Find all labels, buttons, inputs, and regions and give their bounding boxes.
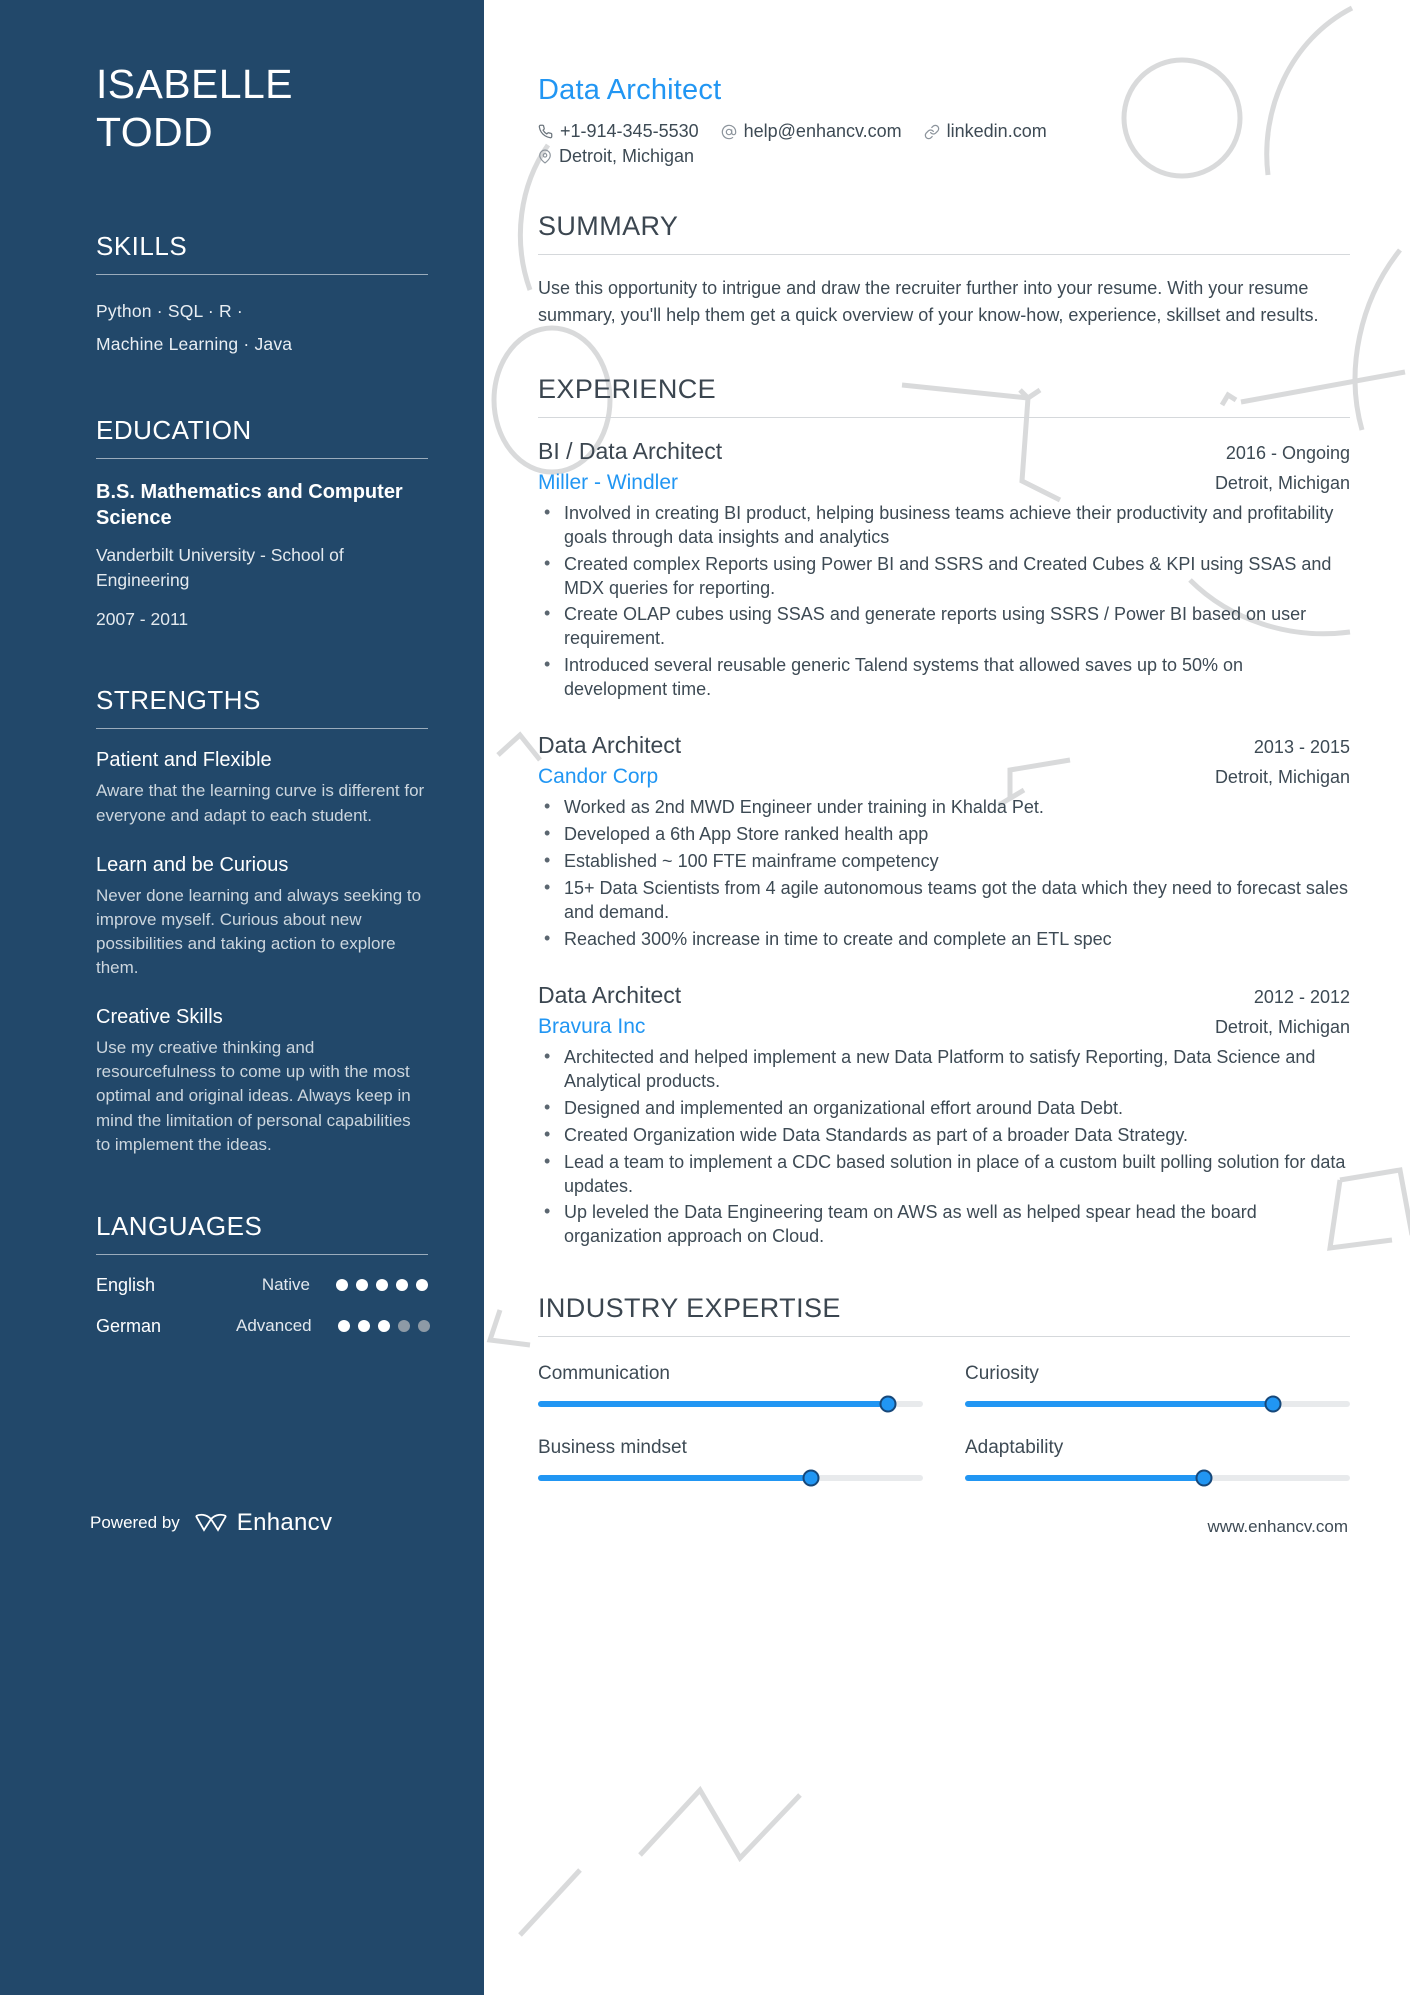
rating-dot: [338, 1320, 350, 1332]
website-text: linkedin.com: [946, 121, 1047, 141]
strengths-divider: [96, 728, 428, 729]
experience-bullet: • Create OLAP cubes using SSAS and generate reports using SSRS / Power BI based on user requirement.: [538, 603, 1350, 651]
rating-dot: [358, 1320, 370, 1332]
education-section: [96, 415, 428, 631]
language-row: [96, 1316, 428, 1337]
experience-position: BI / Data Architect: [538, 437, 723, 464]
experience-company[interactable]: Candor Corp: [538, 765, 659, 789]
slider-knob[interactable]: [1195, 1470, 1212, 1487]
expertise-section: [538, 1293, 1350, 1481]
experience-company-row: [538, 765, 1350, 789]
contact-website: [924, 121, 1047, 142]
experience-bullet: • 15+ Data Scientists from 4 agile autonomous teams got the data which they need to forecast sales and demand.: [538, 877, 1350, 925]
experience-location: Detroit, Michigan: [1214, 1016, 1350, 1037]
experience-company[interactable]: Miller - Windler: [538, 470, 679, 494]
skills-line-2: Machine Learning · Java: [96, 334, 293, 354]
experience-bullet: • Worked as 2nd MWD Engineer under training in Khalda Pet.: [538, 796, 1350, 820]
phone-icon: [538, 124, 553, 139]
strength-title: Creative Skills: [96, 1006, 223, 1029]
rating-dot: [398, 1320, 410, 1332]
slider-knob[interactable]: [1265, 1396, 1282, 1413]
resume-header: [538, 74, 1350, 167]
strength-text: Aware that the learning curve is different for everyone and adapt to each student.: [96, 781, 425, 825]
expertise-label: Business mindset: [538, 1437, 687, 1459]
experience-dates: 2013 - 2015: [1253, 737, 1350, 758]
location-text: Detroit, Michigan: [559, 146, 695, 166]
education-divider: [96, 458, 428, 459]
experience-bullet: • Up leveled the Data Engineering team on AWS as well as helped spear head the board organization approach on Cloud.: [538, 1201, 1350, 1249]
expertise-slider[interactable]: [965, 1475, 1350, 1481]
experience-bullets: [538, 502, 1350, 703]
experience-dates: 2016 - Ongoing: [1225, 442, 1350, 463]
email-text: help@enhancv.com: [743, 121, 902, 141]
education-heading: EDUCATION: [96, 415, 252, 446]
experience-company[interactable]: Bravura Inc: [538, 1014, 646, 1038]
expertise-divider: [538, 1336, 1350, 1337]
headline-job-title: Data Architect: [538, 74, 722, 106]
experience-bullet: • Introduced several reusable generic Talend systems that allowed saves up to 50% on development time.: [538, 654, 1350, 702]
slider-fill: [538, 1401, 888, 1407]
expertise-item: [965, 1431, 1350, 1481]
sidebar: [0, 0, 484, 1995]
experience-company-row: [538, 471, 1350, 495]
experience-title-row: [538, 732, 1350, 759]
skills-section: [96, 231, 428, 362]
language-name: English: [96, 1274, 156, 1295]
slider-fill: [965, 1401, 1273, 1407]
phone-text: +1-914-345-5530: [560, 121, 699, 141]
experience-bullet: • Lead a team to implement a CDC based solution in place of a custom built polling solution for data updates.: [538, 1151, 1350, 1199]
experience-bullet: • Reached 300% increase in time to create and complete an ETL spec: [538, 928, 1350, 952]
strengths-section: [96, 685, 428, 1156]
language-row: [96, 1275, 428, 1296]
language-level: Native: [261, 1275, 310, 1295]
powered-by-label: Powered by: [90, 1513, 180, 1532]
rating-dot: [336, 1279, 348, 1291]
experience-item: [538, 732, 1350, 952]
rating-dot: [418, 1320, 430, 1332]
slider-fill: [538, 1475, 811, 1481]
experience-item: [538, 982, 1350, 1250]
strength-title: Patient and Flexible: [96, 749, 272, 772]
summary-text: Use this opportunity to intrigue and draw the recruiter further into your resume. With your resume summary, you'll help them get a quick overview of your know-how, experience, skillset and results.: [538, 278, 1319, 326]
expertise-grid: [538, 1357, 1350, 1481]
education-degree: B.S. Mathematics and Computer Science: [96, 481, 403, 530]
powered-by-block: [90, 1509, 332, 1537]
experience-location: Detroit, Michigan: [1214, 472, 1350, 493]
slider-knob[interactable]: [803, 1470, 820, 1487]
enhancv-wordmark: Enhancv: [236, 1509, 333, 1536]
expertise-label: Curiosity: [965, 1363, 1039, 1385]
contact-email: [721, 121, 902, 142]
experience-title-row: [538, 438, 1350, 465]
summary-heading: SUMMARY: [538, 211, 679, 241]
link-icon: [924, 124, 940, 140]
strength-item: [96, 854, 428, 981]
experience-item: [538, 438, 1350, 703]
education-dates: 2007 - 2011: [96, 608, 189, 629]
rating-dot: [356, 1279, 368, 1291]
strength-item: [96, 1006, 428, 1157]
experience-section: [538, 374, 1350, 1250]
expertise-label: Adaptability: [965, 1437, 1064, 1459]
languages-divider: [96, 1254, 428, 1255]
summary-section: [538, 211, 1350, 330]
location-pin-icon: [538, 149, 552, 164]
strength-item: [96, 749, 428, 827]
languages-heading: LANGUAGES: [96, 1210, 263, 1241]
experience-heading: EXPERIENCE: [538, 373, 717, 404]
experience-bullet: • Created Organization wide Data Standards as part of a broader Data Strategy.: [538, 1124, 1350, 1148]
experience-bullet: • Established ~ 100 FTE mainframe competency: [538, 850, 1350, 874]
expertise-item: [965, 1357, 1350, 1407]
experience-bullet: • Designed and implemented an organizational effort around Data Debt.: [538, 1097, 1350, 1121]
enhancv-mark-icon: [194, 1512, 228, 1534]
rating-dot: [378, 1320, 390, 1332]
strengths-heading: STRENGTHS: [96, 685, 261, 716]
slider-knob[interactable]: [880, 1396, 897, 1413]
experience-bullet: • Developed a 6th App Store ranked health app: [538, 823, 1350, 847]
skills-heading: SKILLS: [96, 230, 188, 261]
experience-bullet: • Created complex Reports using Power BI and SSRS and Created Cubes & KPI using SSAS and MDX queries for reporting.: [538, 553, 1350, 601]
expertise-slider[interactable]: [538, 1401, 923, 1407]
footer-site-url: www.enhancv.com: [1207, 1517, 1348, 1536]
skills-divider: [96, 274, 428, 275]
language-level: Advanced: [236, 1316, 312, 1336]
strength-text: Use my creative thinking and resourcefulness to come up with the most optimal and original ideas. Always keep in mind the limitation of personal capabilities to implement the ideas.: [96, 1038, 411, 1154]
expertise-heading: INDUSTRY EXPERTISE: [538, 1293, 841, 1324]
slider-fill: [965, 1475, 1204, 1481]
strength-title: Learn and be Curious: [96, 853, 289, 876]
contact-line-1: [538, 121, 1350, 142]
expertise-item: [538, 1431, 923, 1481]
expertise-label: Communication: [538, 1363, 670, 1385]
language-rating-dots: [338, 1320, 430, 1332]
expertise-slider[interactable]: [965, 1401, 1350, 1407]
experience-bullet: • Involved in creating BI product, helping business teams achieve their productivity and profitability goals through data insights and analytics: [538, 502, 1350, 550]
skills-line-1: Python · SQL · R ·: [96, 300, 243, 321]
experience-location: Detroit, Michigan: [1214, 767, 1350, 788]
rating-dot: [396, 1279, 408, 1291]
candidate-first-name: ISABELLE: [96, 61, 293, 107]
contact-phone: [538, 121, 699, 142]
experience-position: Data Architect: [538, 732, 682, 759]
language-rating-dots: [336, 1279, 428, 1291]
contact-location: [538, 146, 694, 167]
experience-bullets: [538, 1046, 1350, 1250]
language-name: German: [96, 1315, 162, 1336]
contact-line-2: [538, 146, 1350, 167]
education-school: Vanderbilt University - School of Engineering: [96, 545, 344, 591]
candidate-name: [96, 60, 428, 157]
at-icon: [721, 124, 737, 140]
main-column: [484, 0, 1410, 1995]
languages-section: [96, 1211, 428, 1337]
candidate-last-name: TODD: [96, 109, 214, 156]
experience-position: Data Architect: [538, 981, 682, 1008]
strength-text: Never done learning and always seeking to improve myself. Curious about new possibilities and taking action to explore them.: [96, 885, 422, 978]
rating-dot: [376, 1279, 388, 1291]
expertise-item: [538, 1357, 923, 1407]
experience-title-row: [538, 982, 1350, 1009]
summary-divider: [538, 254, 1350, 255]
experience-bullet: • Architected and helped implement a new Data Platform to satisfy Reporting, Data Science and Analytical products.: [538, 1046, 1350, 1094]
experience-bullets: [538, 796, 1350, 952]
expertise-slider[interactable]: [538, 1475, 923, 1481]
rating-dot: [416, 1279, 428, 1291]
enhancv-logo: [194, 1509, 333, 1537]
experience-dates: 2012 - 2012: [1253, 986, 1350, 1007]
experience-company-row: [538, 1015, 1350, 1039]
experience-divider: [538, 417, 1350, 418]
